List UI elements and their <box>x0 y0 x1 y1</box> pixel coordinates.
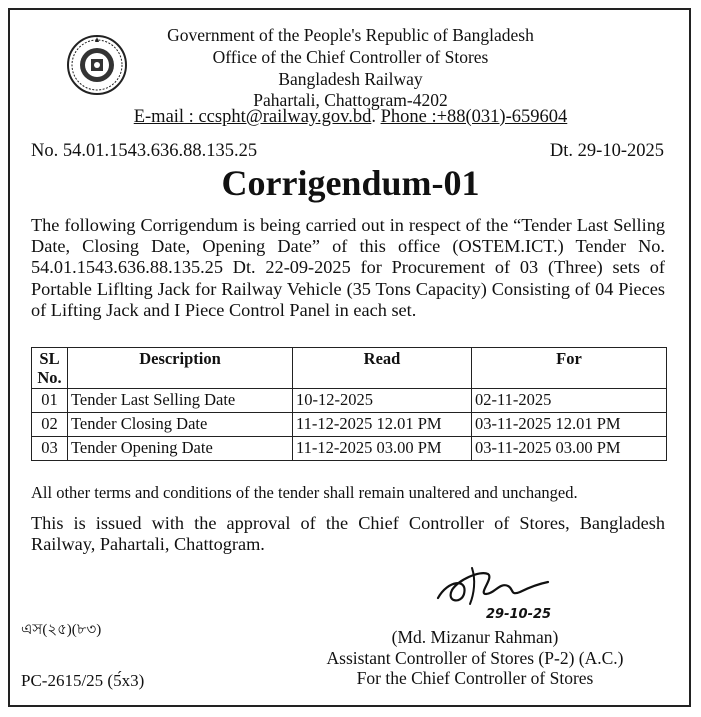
cell-for: 03-11-2025 12.01 PM <box>472 413 667 437</box>
cell-description: Tender Opening Date <box>68 437 293 461</box>
reference-date: Dt. 29-10-2025 <box>549 141 664 161</box>
corrigendum-table <box>31 347 667 461</box>
cell-description: Tender Closing Date <box>68 413 293 437</box>
table-row <box>32 389 667 413</box>
reference-number: No. 54.01.1543.636.88.135.25 <box>31 141 258 161</box>
cell-sl: 03 <box>32 437 68 461</box>
header-office: Office of the Chief Controller of Stores <box>212 47 489 67</box>
header-description: Description <box>68 348 293 389</box>
cell-read: 11-12-2025 12.01 PM <box>293 413 472 437</box>
header-read: Read <box>293 348 472 389</box>
cell-description: Tender Last Selling Date <box>68 389 293 413</box>
cell-sl: 01 <box>32 389 68 413</box>
document-title: Corrigendum-01 <box>221 163 480 203</box>
signatory-designation: Assistant Controller of Stores (P-2) (A.C.) <box>326 647 624 668</box>
approval-paragraph: This is issued with the approval of the Chief Controller of Stores, Bangladesh Railway, Pahartali, Chattogram. <box>31 513 665 554</box>
cell-read: 10-12-2025 <box>293 389 472 413</box>
header-organization: Bangladesh Railway <box>278 69 423 89</box>
header-government: Government of the People's Republic of Bangladesh <box>167 25 534 45</box>
contact-separator: . <box>371 107 376 127</box>
memo-number: এস(২৫)(৮৩) <box>21 622 102 638</box>
email-link[interactable]: E-mail : ccspht@railway.gov.bd <box>133 107 372 127</box>
cell-read: 11-12-2025 03.00 PM <box>293 437 472 461</box>
signatory-block <box>290 627 660 689</box>
phone-number: Phone :+88(031)-659604 <box>380 107 568 127</box>
table-header-row <box>32 348 667 389</box>
intro-paragraph: The following Corrigendum is being carried out in respect of the “Tender Last Selling Date, Closing Date, Opening Date” of this office (OSTEM.ICT.) Tender No. 54.01.1543.636.88.135.25 Dt. 22-09-2025 for Procurement of 03 (Three) sets of Portable Liflting Jack for Railway Vehicle (35 Tons Capacity) Consisting of 04 Pieces of Lifting Jack and I Piece Control Panel in each set. <box>31 215 665 320</box>
contact-line <box>0 107 701 128</box>
header-sl-line1: SL <box>39 349 60 368</box>
header-sl <box>32 348 68 389</box>
terms-note: All other terms and conditions of the tender shall remain unaltered and unchanged. <box>31 483 578 502</box>
cell-for: 02-11-2025 <box>472 389 667 413</box>
pc-code: PC-2615/25 (5́x3) <box>21 671 145 690</box>
header-address: Pahartali, Chattogram-4202 <box>253 90 448 110</box>
signatory-name: (Md. Mizanur Rahman) <box>391 627 559 647</box>
cell-sl: 02 <box>32 413 68 437</box>
header-for: For <box>472 348 667 389</box>
header-sl-line2: No. <box>37 368 62 387</box>
signature-date: 29-10-25 <box>486 607 552 620</box>
cell-for: 03-11-2025 03.00 PM <box>472 437 667 461</box>
table-row <box>32 413 667 437</box>
signatory-on-behalf: For the Chief Controller of Stores <box>356 668 594 688</box>
handwritten-signature <box>428 560 560 620</box>
table-row <box>32 437 667 461</box>
